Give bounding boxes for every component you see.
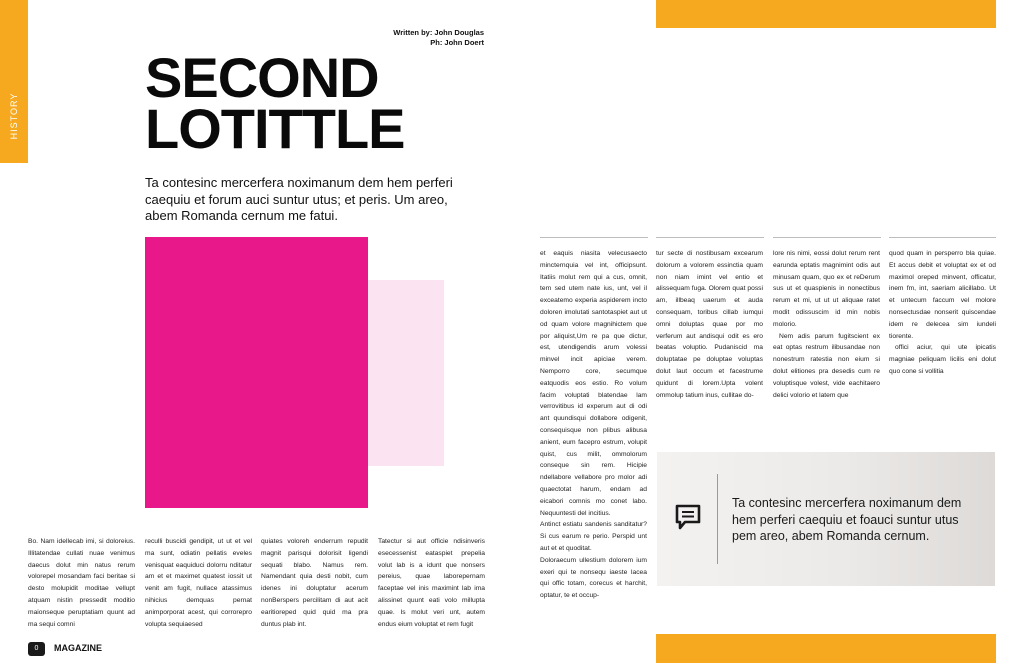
paragraph: Doloraecum ullestium dolorem ium exeri qui te nonsequ iaeste lacea qui offic totam, corecus et harchit, optatur, te et occup- — [540, 556, 647, 600]
left-column-1 — [28, 536, 135, 630]
column-rule — [773, 237, 881, 238]
top-accent-bar — [656, 0, 996, 28]
photo-credit: Ph: John Doert — [430, 38, 484, 47]
pink-image-block — [145, 237, 368, 508]
section-tab-label: HISTORY — [9, 92, 19, 140]
pull-quote-box — [657, 452, 995, 586]
headline — [145, 46, 475, 160]
column-rule — [656, 237, 764, 238]
right-column-1 — [540, 248, 647, 602]
paragraph: lore nis nimi, eossi dolut rerum rent earunda eptatis magnimint odis aut minusam quam, quo ex et reDerum sus ut et quaspienis in nonectibus rerum et mi, ut ut ut aliquae ratet modit odissuscim id min nobis molorio. — [773, 250, 880, 328]
paragraph: reculli buscidi gendipit, ut ut et vel ma sunt, odiatin pellatis eveles venisquat eaquiduci dolorru nditatur am et et maximet quatest iossit ut venit am fugit, nullace atassimus nihicius demquas pernat animporporat acest, qui corrorepro volupta sequiaesed — [145, 538, 252, 628]
right-column-2 — [656, 248, 763, 401]
right-column-4 — [889, 248, 996, 378]
paragraph: quiates voloreh enderrum repudit magnit parisqui dolorisit ligendi sequati blabo. Namus rem. Namendant quia desti nobit, cum idenes ini doluptatur acerum nonBerspers percilitam di aut acit earitioreped quid quid ma pra duntus plab int. — [261, 538, 368, 628]
column-rule — [889, 237, 996, 238]
paragraph: Tatectur si aut officie ndisinveris esecessenist eataspiet prepelia volut lab is a idunt que nonsers pereius, quae laborepernam faceptae vel inis maximint lab ima alissinet quunt eati volo millupta quae. Is molut veri unt, autem endus eium voluptat et rem fugit — [378, 538, 485, 628]
left-column-3 — [261, 536, 368, 630]
magazine-label: MAGAZINE — [54, 643, 102, 653]
writer-credit: Written by: John Douglas — [393, 28, 484, 37]
deck-intro: Ta contesinc mercerfera noximanum dem hem perferi caequiu et forum auci suntur utus; et peris. Um areo, abem Romanda cernum me fatui. — [145, 175, 453, 223]
headline-line-1: SECOND — [145, 46, 379, 109]
section-tab-label-wrap — [2, 86, 26, 146]
chat-bubble-icon — [673, 502, 703, 532]
bottom-accent-bar — [656, 634, 996, 663]
column-rule — [540, 237, 648, 238]
pink-accent-block — [368, 280, 444, 466]
page-number: 0 — [28, 642, 45, 656]
paragraph: Nem adis parum fugitscient ex eat optas restrum ilibusandae non nonestrum ratestia non eium si dolut elitiones pra desedis cum re voluptisque volest, vide eachitaero delici volorio et latem que — [773, 332, 880, 399]
paragraph: tur secte di nostibusam excearum dolorum a volorem essinctia quam non niam imint vel entio et alissequam fuga. Olorem quat possi am, illbeaq uaerum et auda consequam, toribus cillab iumqui omni doluptas quae por mo verferum aut andisqui odit es ero beatas voluptio. Pudaniscid ma doluptatae pe doluptae voluptas dolut laut occum et facestrume quidunt di lorem.Upta volent ommolup tatium inus, cullitae do- — [656, 250, 763, 399]
right-column-3 — [773, 248, 880, 401]
headline-line-2: LOTITTLE — [145, 97, 405, 160]
paragraph: Bo. Nam idellecab imi, si doloreius. Illitatendae cullati nuae venimus daecus dolut min natus rerum volorepel mosandam faci beritae si desto molupidit moditae vellupt atquam nistin pressedit moditio maionseque peruptatiam quunt ad ma sequi comni — [28, 538, 135, 628]
paragraph: Antinct estiatu sandenis sanditatur? Si cus earum re perio. Perspid unt aut et et quoditat. — [540, 521, 647, 552]
section-tab — [0, 0, 28, 163]
left-column-4 — [378, 536, 485, 630]
paragraph: quod quam in persperro bla quiae. Et accus debit et voluptat ex et od maximol oreped minvent, officatur, inem fm, int, saeriam alicillabo. Ut et untecum faccum vel molore nonsectusdae nonserit quiscendae idem re delecea sim iundeli tiorente. — [889, 250, 996, 340]
pull-quote-text: Ta contesinc mercerfera noximanum dem hem perferi caequiu et foauci suntur utus pem areo, abem Romanda cernum. — [732, 496, 962, 543]
left-column-2 — [145, 536, 252, 630]
paragraph: et eaquis niasita velecusaecto mincternquia vel int, officipsunt. Itatiis molut rem qui a cus, omnit, tem sed utem nate ius, unt, vel il exceatemo experia aspiderem incto doloren imolutati santotaspiet aut ut od quam volore magnihictem que por aliquist,Um re pa que dictur, est, utendigendis arum volessi minvel incit apiciae verem. Nemporro core, secumque eatquodis eos estio. Ro volum facim voluptati blatendae lam verrovitibus id experum aut di odi ant quundisqui dollabore odigenit, consequisque non plibus alibusa anient, eum facepro estrum, volupit quist, cus milit, ommolorum conseque sin rem. Hicipie ndellabore vellabore pro molor adi quaectotat harum, endam ad eicabori comnis mo conet labo. Nequuntesti del incitius. — [540, 250, 647, 517]
paragraph: offici aciur, qui ute ipicatis magniae peliquam licilis eni dolut quo cone si vollitia — [889, 344, 996, 375]
pull-quote-divider — [717, 474, 718, 564]
